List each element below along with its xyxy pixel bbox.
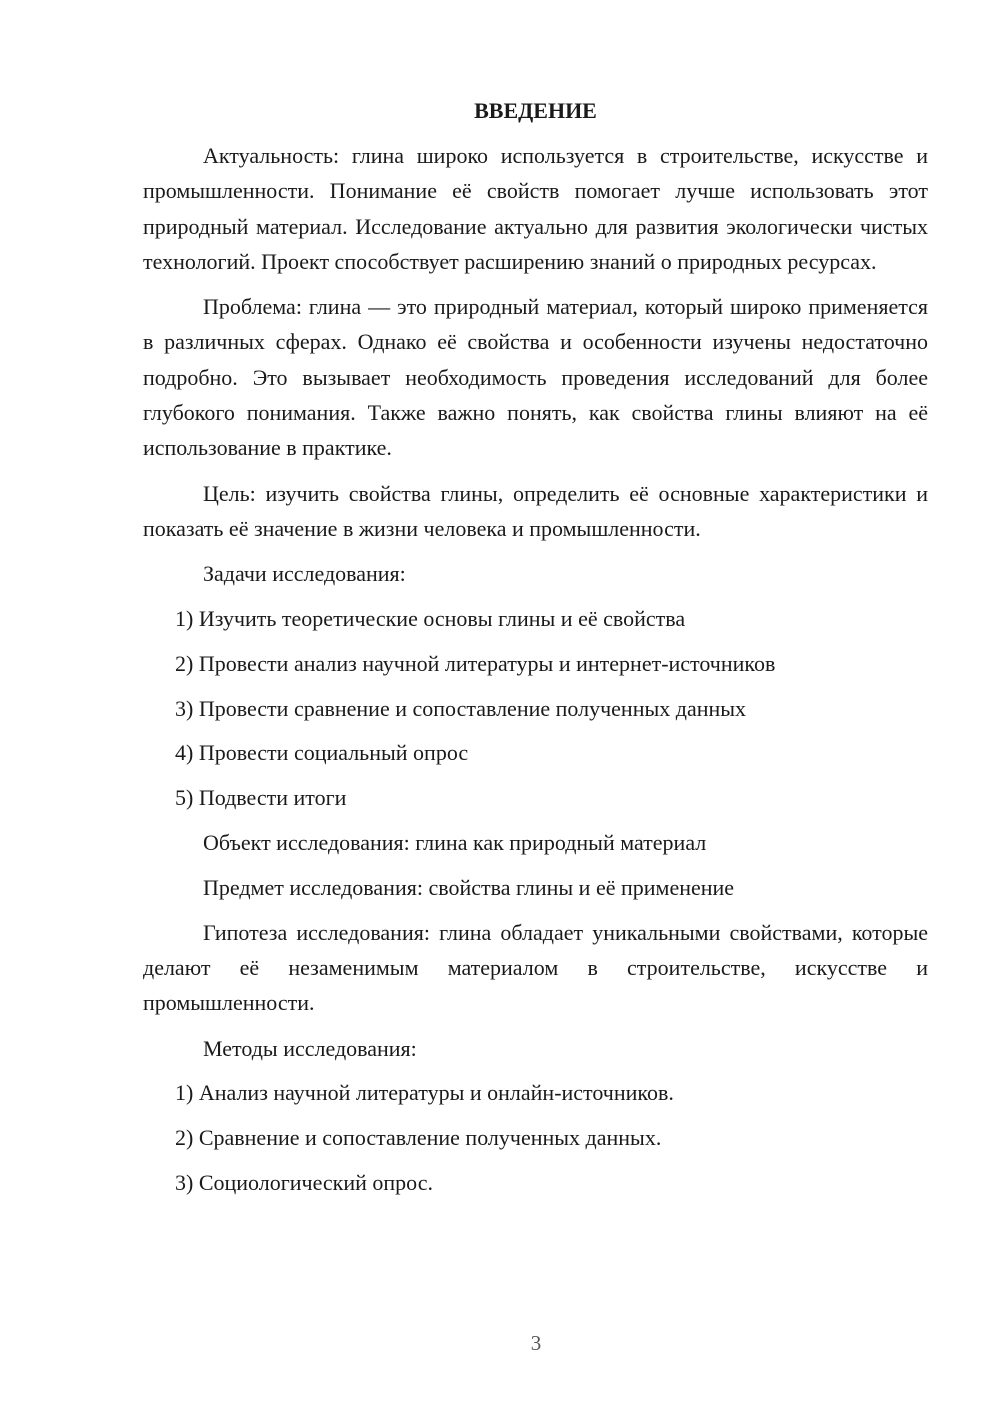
methods-label: Методы исследования: xyxy=(203,1035,417,1061)
problem-paragraph: Проблема: глина — это природный материал, который широко применяется в различных сферах. Однако её свойства и особенности изучены недостаточно подробно. Это вызывает необходимость проведения исследований для более глубокого понимания. Также важно понять, как свойства глины влияют на её использование в практике. xyxy=(143,294,928,461)
object-line: Объект исследования: глина как природный материал xyxy=(203,830,707,856)
list-item: 3) Провести сравнение и сопоставление полученных данных xyxy=(175,695,747,721)
hypothesis-paragraph: Гипотеза исследования: глина обладает уникальными свойствами, которые делают её незаменимым материалом в строительстве, искусстве и промышленности. xyxy=(143,919,928,1016)
methods-list xyxy=(143,1075,928,1200)
list-item: 1) Анализ научной литературы и онлайн-источников. xyxy=(175,1080,674,1106)
list-item: 5) Подвести итоги xyxy=(175,785,347,811)
list-item: 3) Социологический опрос. xyxy=(175,1169,433,1195)
document-page xyxy=(143,93,928,1210)
list-item: 2) Сравнение и сопоставление полученных данных. xyxy=(175,1125,662,1151)
goal-paragraph: Цель: изучить свойства глины, определить её основные характеристики и показать её значение в жизни человека и промышленности. xyxy=(143,480,928,541)
relevance-paragraph: Актуальность: глина широко используется в строительстве, искусстве и промышленности. Понимание её свойств помогает лучше использовать этот природный материал. Исследование актуально для развития экологически чистых технологий. Проект способствует расширению знаний о природных ресурсах. xyxy=(143,143,928,274)
page-number: 3 xyxy=(530,1331,542,1355)
list-item: 2) Провести анализ научной литературы и интернет-источников xyxy=(175,650,776,676)
list-item: 4) Провести социальный опрос xyxy=(175,740,469,766)
page-title: ВВЕДЕНИЕ xyxy=(474,98,597,123)
list-item: 1) Изучить теоретические основы глины и её свойства xyxy=(175,606,686,632)
tasks-list xyxy=(143,601,928,815)
tasks-label: Задачи исследования: xyxy=(203,561,406,587)
subject-line: Предмет исследования: свойства глины и её применение xyxy=(203,874,735,900)
